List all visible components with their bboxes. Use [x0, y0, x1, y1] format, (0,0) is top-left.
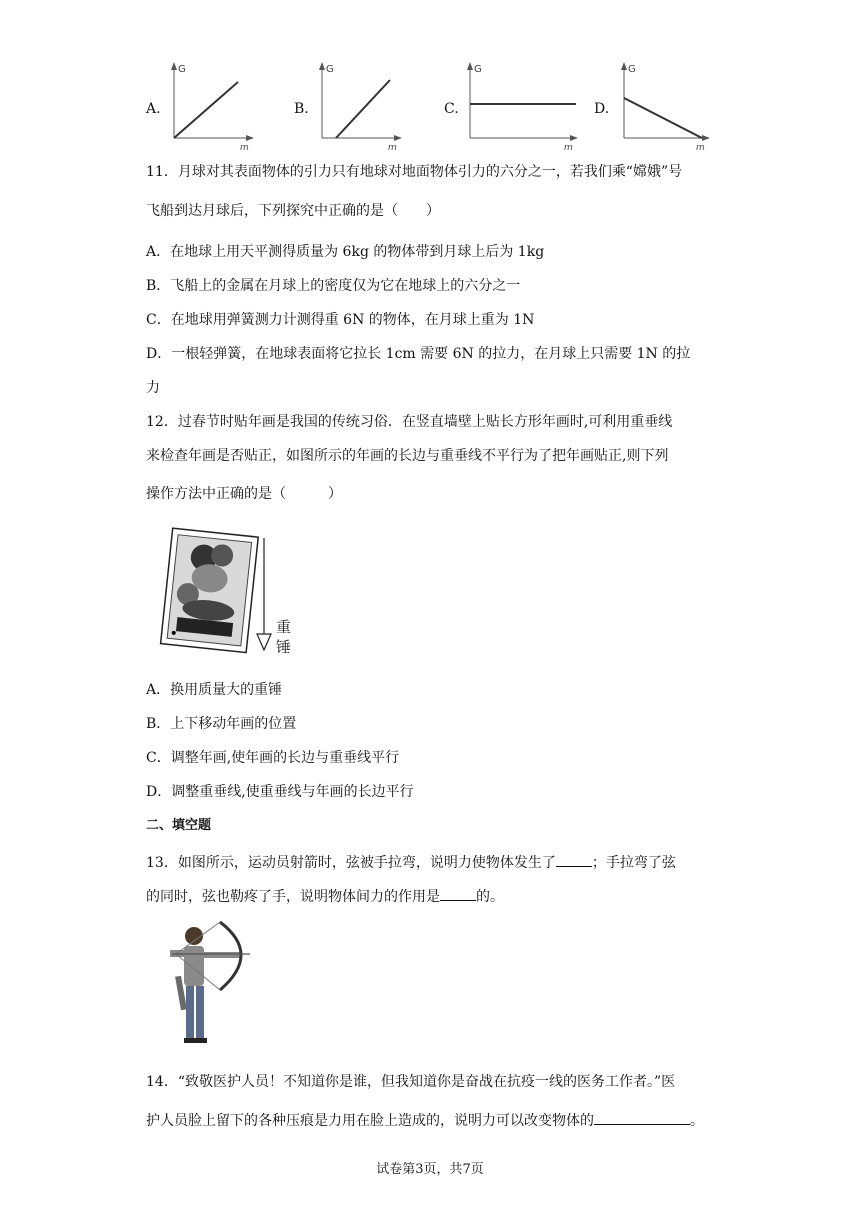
- q11-option-d-cont: 力: [146, 380, 160, 396]
- q14-line1: 14．“致敬医护人员！不知道你是谁，但我知道你是奋战在抗疫一线的医务工作者。”医: [146, 1074, 676, 1090]
- plumb-label-2: 锤: [276, 638, 292, 656]
- page-footer: 试卷第3页，共7页: [376, 1162, 484, 1177]
- graph-b-y-label: G: [326, 64, 334, 75]
- graph-c-y-label: G: [474, 64, 482, 75]
- q11-option-d: D．一根轻弹簧，在地球表面将它拉长 1cm 需要 6N 的拉力，在月球上只需要 1N 的拉: [146, 346, 691, 362]
- archer-figure: [150, 918, 254, 1058]
- q12-option-d: D．调整重垂线,使重垂线与年画的长边平行: [146, 784, 414, 800]
- section-title-fill-in: 二、填空题: [146, 818, 212, 833]
- graph-b: [316, 58, 406, 150]
- q12-stem-line2: 来检查年画是否贴正，如图所示的年画的长边与重垂线不平行为了把年画贴正,则下列: [146, 448, 669, 464]
- plumb-label-1: 重: [276, 618, 292, 636]
- q11-option-a: A．在地球上用天平测得质量为 6kg 的物体带到月球上后为 1kg: [146, 244, 545, 260]
- q12-stem-line3: 操作方法中正确的是（ ）: [146, 486, 342, 502]
- q13-blank-2[interactable]: [440, 886, 476, 901]
- q12-stem-line1: 12．过春节时贴年画是我国的传统习俗．在竖直墙壁上贴长方形年画时,可利用重垂线: [146, 414, 673, 430]
- new-year-painting-figure: [148, 524, 308, 666]
- graph-a: [168, 58, 258, 150]
- graph-c-x-label: m: [564, 143, 573, 150]
- graph-d-x-label: m: [696, 143, 705, 150]
- q13-line1-a: 13．如图所示，运动员射箭时，弦被手拉弯，说明力使物体发生了: [146, 855, 556, 871]
- q13-blank-1[interactable]: [556, 852, 592, 867]
- q11-option-c: C．在地球用弹簧测力计测得重 6N 的物体，在月球上重为 1N: [146, 312, 535, 328]
- option-c-label: C.: [444, 101, 459, 117]
- painting-image: [161, 528, 259, 652]
- graph-a-x-label: m: [240, 143, 249, 150]
- q11-stem-line2: 飞船到达月球后，下列探究中正确的是（ ）: [146, 203, 440, 219]
- q13-line1: [146, 852, 676, 873]
- option-d-label: D.: [594, 101, 610, 117]
- q14-line2: [146, 1110, 704, 1131]
- plumb-bob: [257, 634, 271, 650]
- q12-option-b: B．上下移动年画的位置: [146, 716, 297, 732]
- q12-option-c: C．调整年画,使年画的长边与重垂线平行: [146, 750, 400, 766]
- q13-line2-b: 的。: [476, 889, 504, 905]
- q11-option-b: B．飞船上的金属在月球上的密度仅为它在地球上的六分之一: [146, 278, 521, 294]
- q14-line2-b: 。: [690, 1113, 704, 1129]
- q14-blank[interactable]: [594, 1110, 690, 1125]
- q14-line2-a: 护人员脸上留下的各种压痕是力用在脸上造成的，说明力可以改变物体的: [146, 1113, 594, 1129]
- graph-b-x-label: m: [388, 143, 397, 150]
- q11-stem-line1: 11．月球对其表面物体的引力只有地球对地面物体引力的六分之一，若我们乘“嫦娥”号: [146, 164, 683, 180]
- option-a-label: A.: [146, 101, 161, 117]
- q13-line2: [146, 886, 504, 907]
- graph-c: [464, 58, 584, 150]
- option-b-label: B.: [294, 101, 309, 117]
- q12-option-a: A．换用质量大的重锤: [146, 682, 283, 698]
- graph-d-y-label: G: [628, 64, 636, 75]
- graph-d: [618, 58, 716, 150]
- q13-line2-a: 的同时，弦也勒疼了手，说明物体间力的作用是: [146, 889, 440, 905]
- graph-a-y-label: G: [178, 64, 186, 75]
- q13-line1-b: ；手拉弯了弦: [591, 855, 676, 871]
